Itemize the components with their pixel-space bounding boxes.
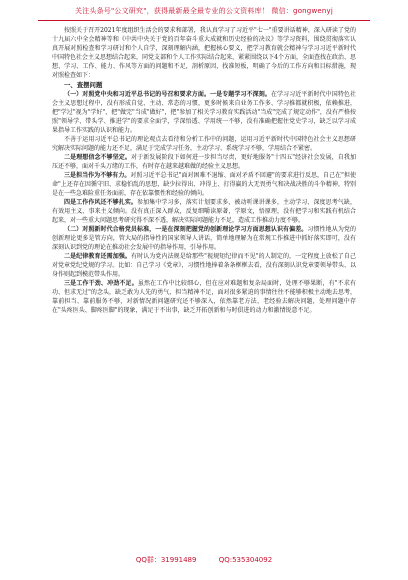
body-paragraph [52,279,356,315]
paragraph-lead: （二）对照新时代合格党员标准，一是在深刻把握党的创新理论学习方面思想认识有偏差。 [64,226,308,233]
body-paragraph [52,26,356,80]
footer-contact [0,552,408,568]
paragraph-text: 对照习近平总书记"面对困难不退缩、面对矛盾不回避"的要求进行反思，自己在"担使命"上还存在因循守旧、求稳怕乱的思想，缺少拉得出、冲得上、打得赢的大无畏勇气和决战决胜的斗争精神，特别是在一些急难险重任务面前，存在依靠惯性和经验的倾向。 [52,172,356,197]
paragraph-lead: 二是纪律教育还需加强。 [64,253,132,260]
document-body [52,26,356,548]
top-banner: 关注头条号"公文研究"，获得最新最全最专业的公文资料库！ 微信：gongwenyj [74,7,334,15]
paragraph-lead: 四是工作作风还不够扎实。 [64,199,138,206]
paragraph-text: 对于新发展阶段下如何进一步担当尽责，更好地服务"十四五"经济社会发展，自我加压还不够，面对千头万绪的工作，有时存在越来越难做的经验主义思想。 [52,154,356,170]
paragraph-lead: （一）对照党中央和习近平总书记的号召和要求方面。一是专题学习不深刻。 [64,91,271,98]
paragraph-text: 虽然在工作中比较细心，但在应对难题和复杂局面时，处理不够果断，有"不求有功、但求无过"的念头，缺乏敢为人先的勇气，担当精神不足，面对很多紧迫的事情往往不能够积极主动地去思考，靠前担当、靠前服务不够，对新情况新问题研究还不够深入，依然靠老方法、老经验去解决问题，处理问题中存在"头疼医头、脚疼医脚"的现象，满足于不出事，缺乏开拓创新和与时俱进的动力和激情锐意不足。 [52,280,356,314]
paragraph-text: 不善于运用习近平总书记的理论观点去看待和分析工作中的问题，运用习近平新时代中国特色社会主义思想研究解决实际问题的能力还不足，满足于完成学习任务，主动学习、系统学习不够，学用结合不紧密。 [52,136,356,152]
paragraph-text: 有时认为党内法规是给那些"视规矩纪律而不见"的人制定的，一定程度上放松了自己对党章党纪党规的学习。比如：自己学习《党章》，习惯性地捧着条条框框去看，没有深刻认识党章要领导带头、以身作则起到模范带头作用。 [52,253,356,278]
paragraph-text: 按照关于召开2021年度组织生活会的要求和部署，我认真学习了习近平"七一"重要讲话精神，深入研读了党的十九届六中全会精神等和《中共中央关于党的百年奋斗重大成就和历史经验的决议》等学习资料，围绕贯彻落实认真开展对照检查和学习研讨和个人自学，深刻理解内涵，把握核心要义，把学习教育就会精神与学习习近平新时代中国特色社会主义思想结合起来，同党支部和个人工作实际结合起来，紧紧围绕以下4个方面，全面查找在政治、思想、学习、工作、能力、作风等方面的问题和不足，剖析原因，找准短板，明确了今后的工作方向和目标措施，现对照检查如下： [52,27,356,79]
paragraph-text: 习惯性地从为党的创新理论更多是管方向，管大局的指导性的国家领导人讲话，简单地理解为在常规工作推进中抓好落实即可，没有深刻认识到党的理论在推动社会发展中的指导作用，引导作用。 [52,226,356,251]
body-paragraph [52,225,356,252]
body-paragraph [52,252,356,279]
paragraph-text: 参加集中学习多，落实计划要求多，被动听课讲课多，主动学习、深度思考气缺，有效用主义、事来主义倾向。没有真正深入群众，反复细嚼读原著，学原文，悟原理，没有把学习和实践有机结合起来，对一些重大问题思考研究得不深不透，解决实际问题能力不足，造成工作推动力度不够。 [52,199,356,224]
banner-divider [38,20,370,21]
body-paragraph [52,171,356,198]
body-paragraph [52,90,356,135]
paragraph-text: 在学习习近平新时代中国特色社会主义思想过程中，没有形成自觉、主动、常态的习惯，更多时候来自业务工作多、学习推都就积极，依赖推进，把"学过"视为"学好"，把"做完"当成"做好"，把"参加了相关学习教育实践活动"当成"完成了规定动作"，没有严格按照"领导学、带头学、推进学"的要求全面学，学深悟透、学用统一不够，没有准确把握住党史学习，缺乏以学习成果指导工作实践的认识和能力。 [52,91,356,134]
section-heading: 一、查摆问题 [64,81,103,89]
paragraph-lead: 二是理想信念不够坚定。 [64,154,132,161]
footer-qq: QQ:535304092 [218,556,273,564]
footer-qq-group: QQ群：31991489 [135,556,197,564]
paragraph-lead: 三是工作干劲、冲劲不足。 [64,280,138,287]
body-paragraph [52,153,356,171]
body-paragraph [52,198,356,225]
paragraph-lead: 三是担当作为不够有力。 [64,172,131,179]
body-paragraph [52,135,356,153]
